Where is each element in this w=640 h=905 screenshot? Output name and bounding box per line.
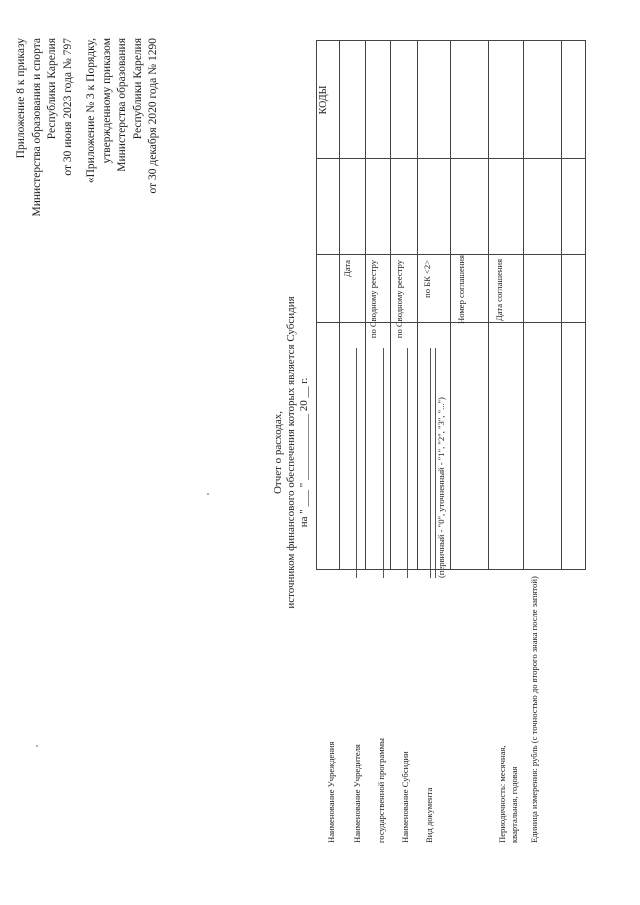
consolidated-code-label-2: по Сводному реестру bbox=[394, 260, 404, 339]
agreement-date-label: Дата соглашения bbox=[494, 258, 504, 322]
doc-type-label: Вид документа bbox=[424, 787, 434, 843]
grid-col-line bbox=[317, 322, 585, 323]
consolidated-code-label-1: по Сводному реестру bbox=[368, 260, 378, 339]
institution-label: Наименование Учреждения bbox=[326, 741, 336, 843]
title-line-2: источником финансового обеспечения которых является Субсидия bbox=[285, 296, 297, 609]
periodicity-label-1: Периодичность: месячная, bbox=[497, 745, 507, 843]
grid-row-line bbox=[523, 41, 524, 569]
grid-row-line bbox=[365, 41, 366, 569]
grid-row-line bbox=[561, 41, 562, 569]
report-title bbox=[272, 0, 311, 905]
periodicity-label-2: квартальная, годовая bbox=[509, 766, 519, 843]
grid-row-line bbox=[488, 41, 489, 569]
appendix-8-line: Приложение 8 к приказу bbox=[15, 38, 27, 159]
codes-header: КОДЫ bbox=[318, 85, 329, 115]
scan-speck bbox=[36, 745, 38, 747]
appendix-3-line: утвержденному приказом bbox=[100, 38, 113, 164]
codes-grid bbox=[316, 40, 586, 570]
subsidy-label: Наименование Субсидии bbox=[400, 751, 410, 843]
founder-label: Наименование Учредителя bbox=[352, 744, 362, 843]
grid-row-line bbox=[339, 41, 340, 569]
doc-type-hint: (первичный - "0", уточненный - "1", "2", "3", "...") bbox=[436, 397, 446, 578]
date-code-label: Дата bbox=[342, 260, 352, 278]
appendix-8-line: от 30 июня 2023 года № 797 bbox=[61, 38, 74, 176]
program-label: государственной программы bbox=[376, 738, 386, 843]
appendix-3-line: Республики Карелия bbox=[131, 38, 144, 140]
appendix-8-line: Республики Карелия bbox=[46, 38, 58, 140]
appendix-8-line: Министерства образования и спорта bbox=[30, 38, 43, 217]
grid-row-line bbox=[390, 41, 391, 569]
agreement-number-label: Номер соглашения bbox=[456, 255, 466, 324]
appendix-3-line: от 30 декабря 2020 года № 1290 bbox=[147, 38, 159, 194]
unit-label: Единица измерения: рубль (с точностью до второго знака после запятой) bbox=[529, 576, 539, 843]
appendix-3-line: «Приложение № 3 к Порядку, bbox=[85, 38, 97, 184]
grid-row-line bbox=[450, 41, 451, 569]
appendix-3-block bbox=[84, 38, 162, 318]
bk-code-label: по БК <2> bbox=[422, 260, 432, 298]
grid-col-line bbox=[317, 158, 585, 159]
grid-col-line bbox=[317, 254, 585, 255]
appendix-3-line: Министерства образования bbox=[116, 38, 128, 172]
codes-table bbox=[316, 40, 586, 570]
grid-row-line bbox=[417, 41, 418, 569]
scan-speck bbox=[207, 493, 209, 495]
title-line-1: Отчет о расходах, bbox=[272, 410, 284, 495]
title-line-3: на " ___ " ____________ 20 __ г. bbox=[298, 377, 310, 528]
appendix-8-block bbox=[14, 38, 76, 318]
